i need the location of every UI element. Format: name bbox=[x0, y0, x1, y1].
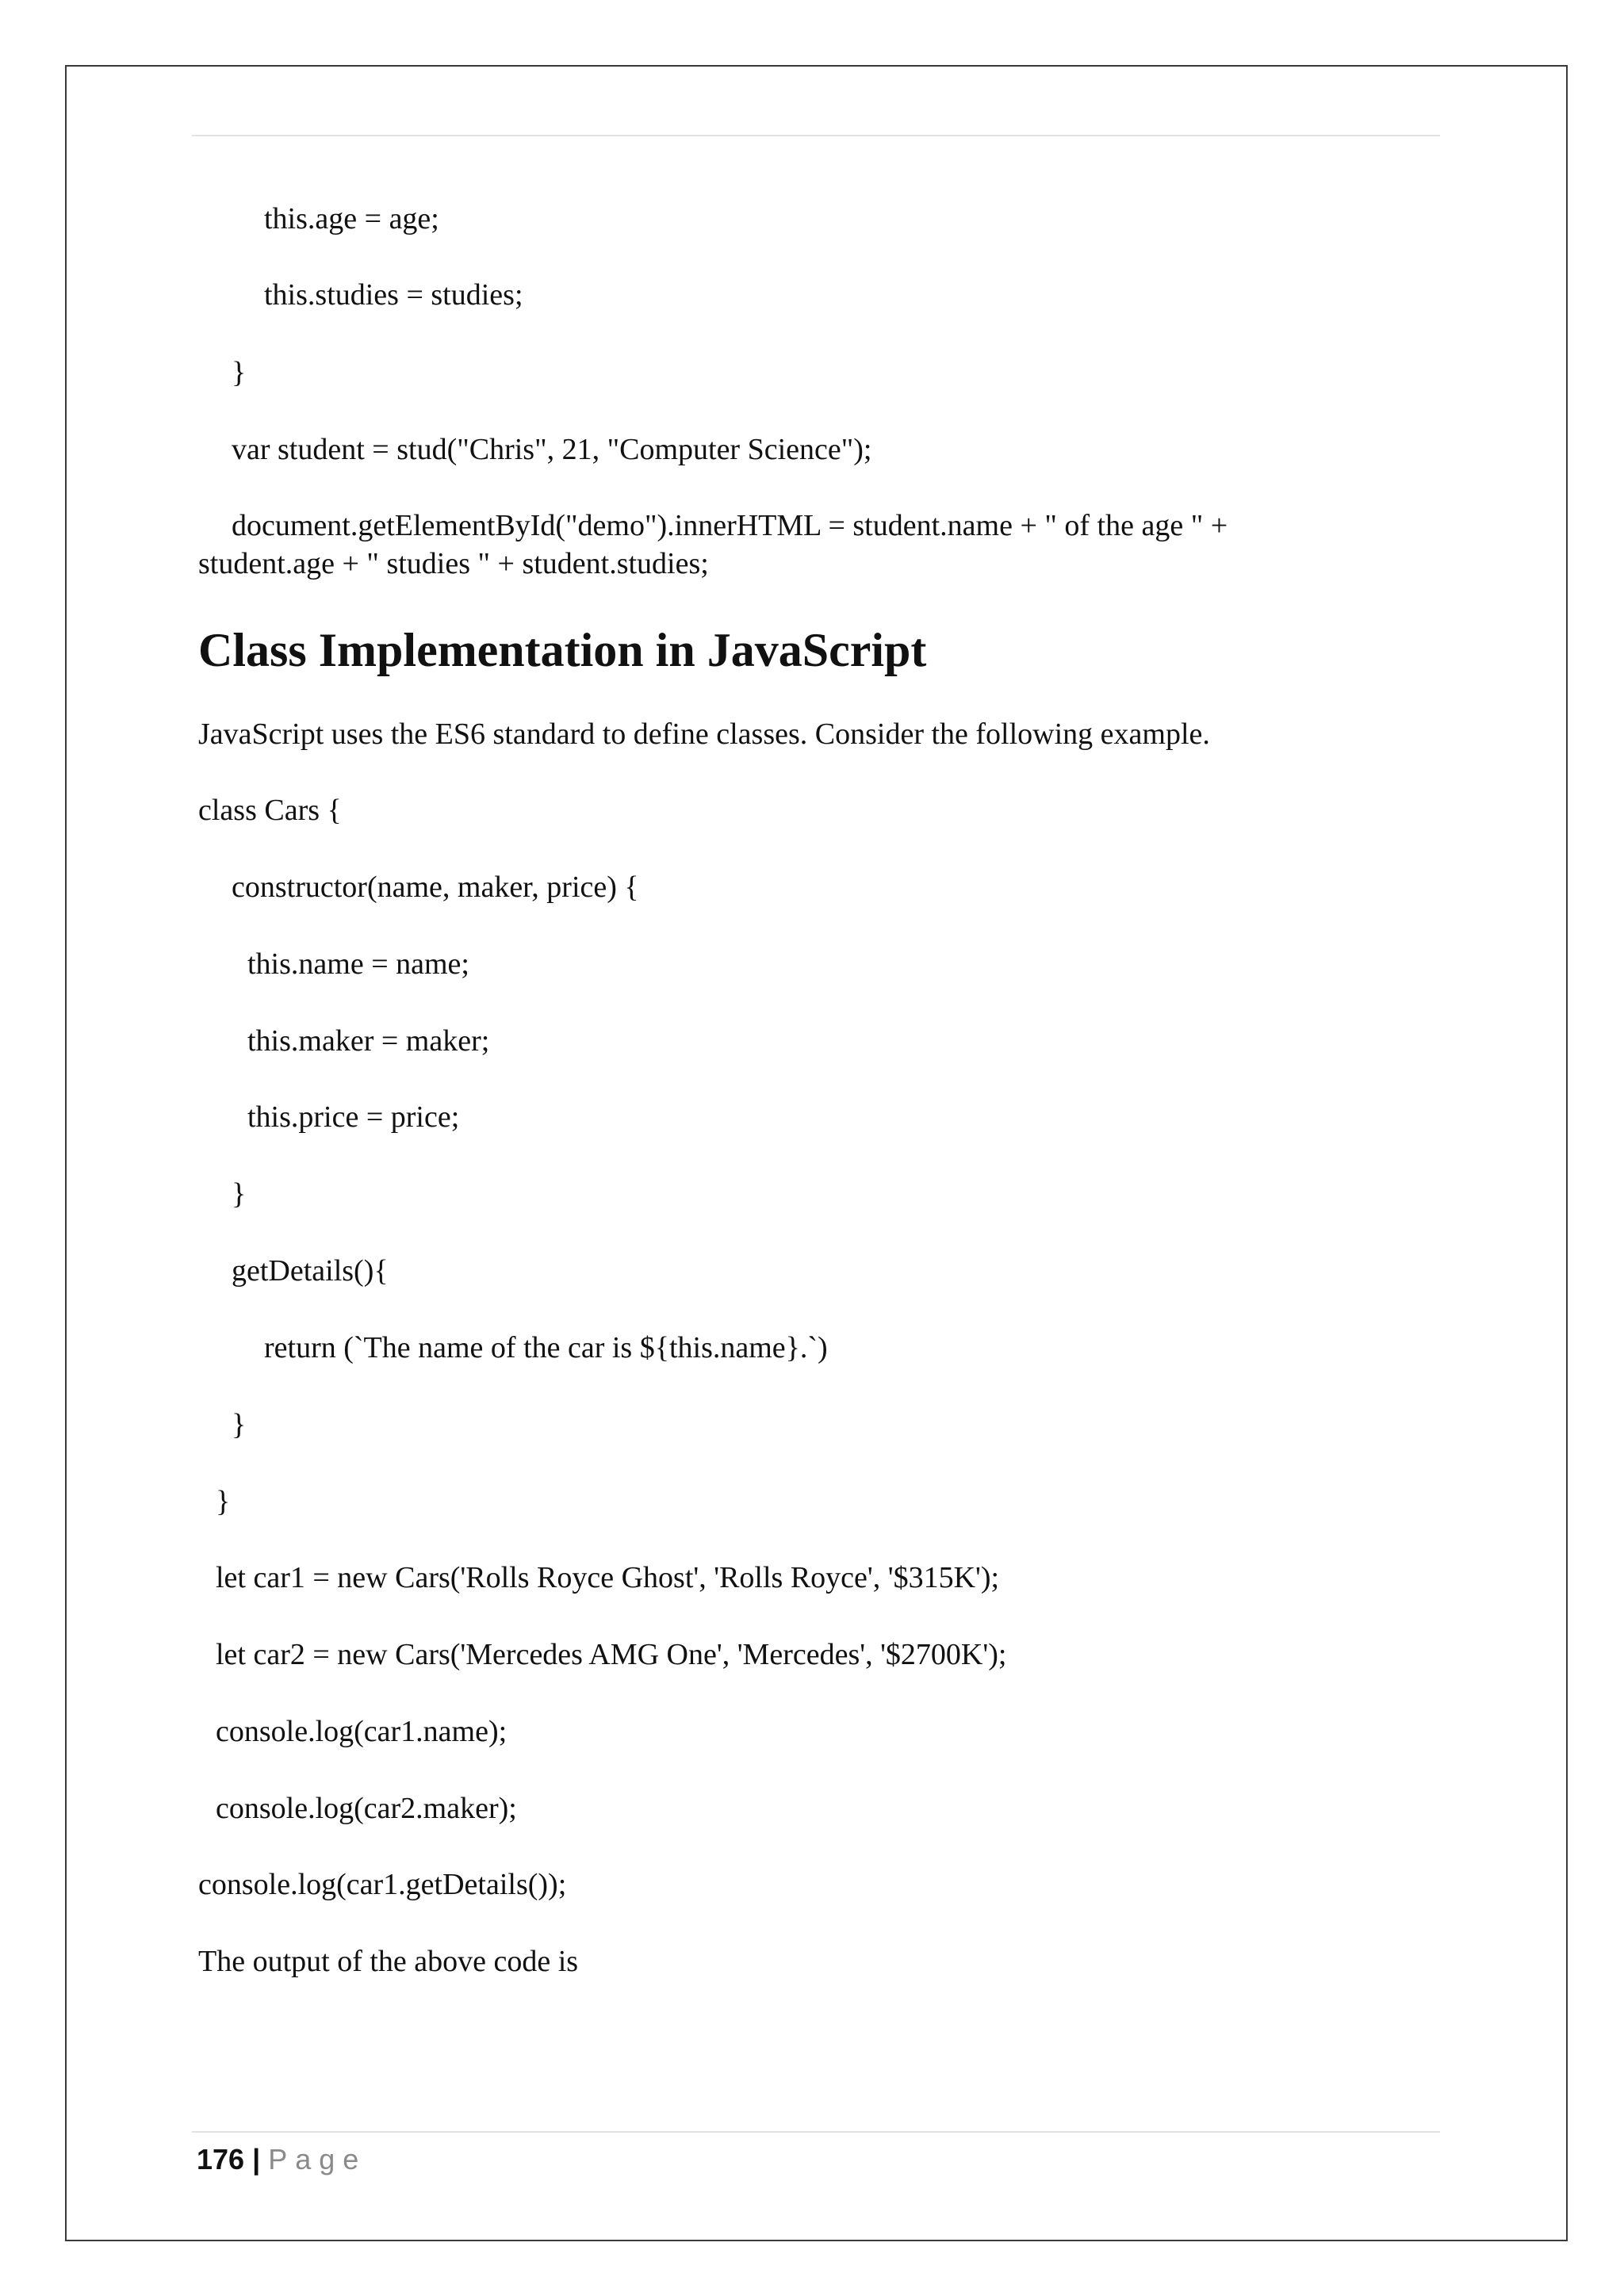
code-line: student.age + " studies " + student.studies; bbox=[198, 547, 709, 580]
closing-paragraph: The output of the above code is bbox=[198, 1945, 579, 1978]
code-line: let car2 = new Cars('Mercedes AMG One', 'Mercedes', '$2700K'); bbox=[216, 1638, 1007, 1671]
intro-paragraph: JavaScript uses the ES6 standard to define classes. Consider the following example. bbox=[198, 718, 1210, 751]
page-border bbox=[65, 65, 1568, 2241]
code-line: } bbox=[216, 1485, 231, 1518]
code-line: let car1 = new Cars('Rolls Royce Ghost', 'Rolls Royce', '$315K'); bbox=[216, 1561, 1000, 1594]
code-line: this.maker = maker; bbox=[247, 1024, 490, 1058]
code-line: console.log(car1.name); bbox=[216, 1715, 508, 1748]
code-line: var student = stud("Chris", 21, "Computer Science"); bbox=[232, 433, 872, 466]
code-line: document.getElementById("demo").innerHTML = student.name + " of the age " + bbox=[232, 509, 1228, 542]
code-line: this.age = age; bbox=[264, 202, 439, 235]
code-line: } bbox=[232, 1408, 247, 1441]
page-label: Page bbox=[268, 2143, 367, 2175]
code-line: class Cars { bbox=[198, 794, 342, 827]
code-line: this.name = name; bbox=[247, 947, 469, 981]
code-line: this.studies = studies; bbox=[264, 278, 523, 312]
header-rule bbox=[192, 135, 1440, 136]
page-footer bbox=[197, 2141, 366, 2179]
code-line: } bbox=[232, 356, 247, 389]
footer-separator: | bbox=[252, 2143, 261, 2175]
code-line: } bbox=[232, 1177, 247, 1211]
code-line: getDetails(){ bbox=[232, 1254, 389, 1288]
footer-rule bbox=[192, 2131, 1440, 2133]
code-line: console.log(car2.maker); bbox=[216, 1792, 517, 1825]
code-line: constructor(name, maker, price) { bbox=[232, 871, 639, 904]
page-number: 176 bbox=[197, 2143, 245, 2175]
code-line: console.log(car1.getDetails()); bbox=[198, 1868, 567, 1901]
code-line: return (`The name of the car is ${this.name}.`) bbox=[264, 1331, 828, 1364]
code-line: this.price = price; bbox=[247, 1100, 460, 1134]
section-heading: Class Implementation in JavaScript bbox=[198, 624, 927, 676]
